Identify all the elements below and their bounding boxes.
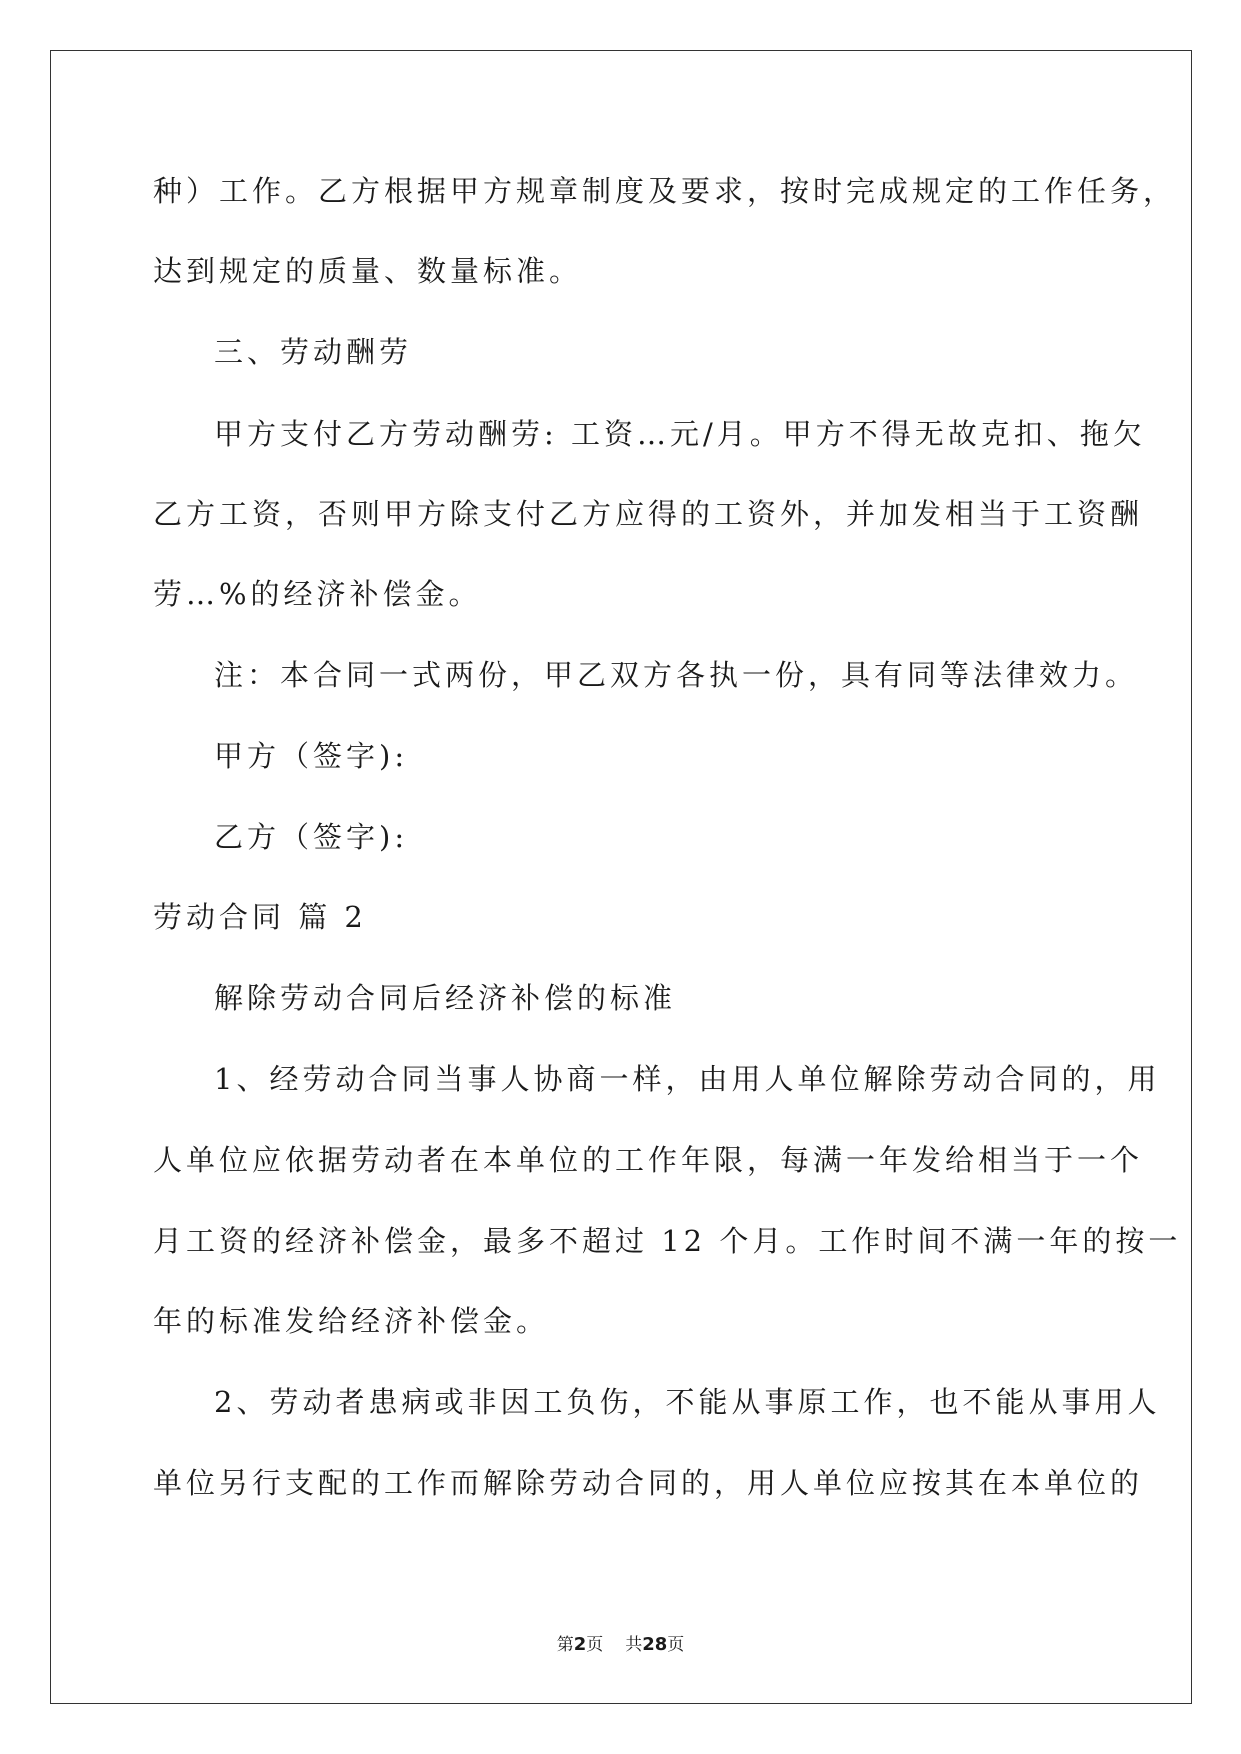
page-footer — [0, 1630, 1241, 1655]
body-line: 甲方支付乙方劳动酬劳: 工资…元/月。甲方不得无故克扣、拖欠 — [214, 417, 1146, 451]
page-border — [50, 50, 1192, 1704]
page-suffix: 页 — [586, 1635, 604, 1655]
section-heading: 三、劳动酬劳 — [214, 335, 413, 369]
signature-party-a: 甲方（签字): — [214, 739, 409, 773]
total-suffix: 页 — [667, 1635, 685, 1655]
total-prefix: 共 — [625, 1635, 643, 1655]
total-pages: 28 — [642, 1634, 668, 1655]
section-heading: 解除劳动合同后经济补偿的标准 — [214, 981, 677, 1015]
document-heading: 劳动合同 篇 2 — [153, 900, 367, 934]
body-line: 1、经劳动合同当事人协商一样，由用人单位解除劳动合同的，用 — [214, 1062, 1161, 1096]
body-line: 劳…%的经济补偿金。 — [153, 577, 482, 611]
signature-party-b: 乙方（签字): — [214, 820, 409, 854]
body-line: 月工资的经济补偿金，最多不超过 12 个月。工作时间不满一年的按一 — [153, 1224, 1182, 1258]
body-line: 年的标准发给经济补偿金。 — [153, 1304, 550, 1338]
body-line: 种）工作。乙方根据甲方规章制度及要求，按时完成规定的工作任务， — [153, 174, 1177, 208]
note-line: 注：本合同一式两份，甲乙双方各执一份，具有同等法律效力。 — [214, 658, 1139, 692]
body-line: 达到规定的质量、数量标准。 — [153, 254, 583, 288]
body-line: 单位另行支配的工作而解除劳动合同的，用人单位应按其在本单位的 — [153, 1466, 1144, 1500]
page-number: 2 — [573, 1634, 587, 1655]
page-prefix: 第 — [556, 1635, 574, 1655]
body-line: 乙方工资，否则甲方除支付乙方应得的工资外，并加发相当于工资酬 — [153, 497, 1144, 531]
body-line: 人单位应依据劳动者在本单位的工作年限，每满一年发给相当于一个 — [153, 1143, 1144, 1177]
body-line: 2、劳动者患病或非因工负伤，不能从事原工作，也不能从事用人 — [214, 1385, 1161, 1419]
